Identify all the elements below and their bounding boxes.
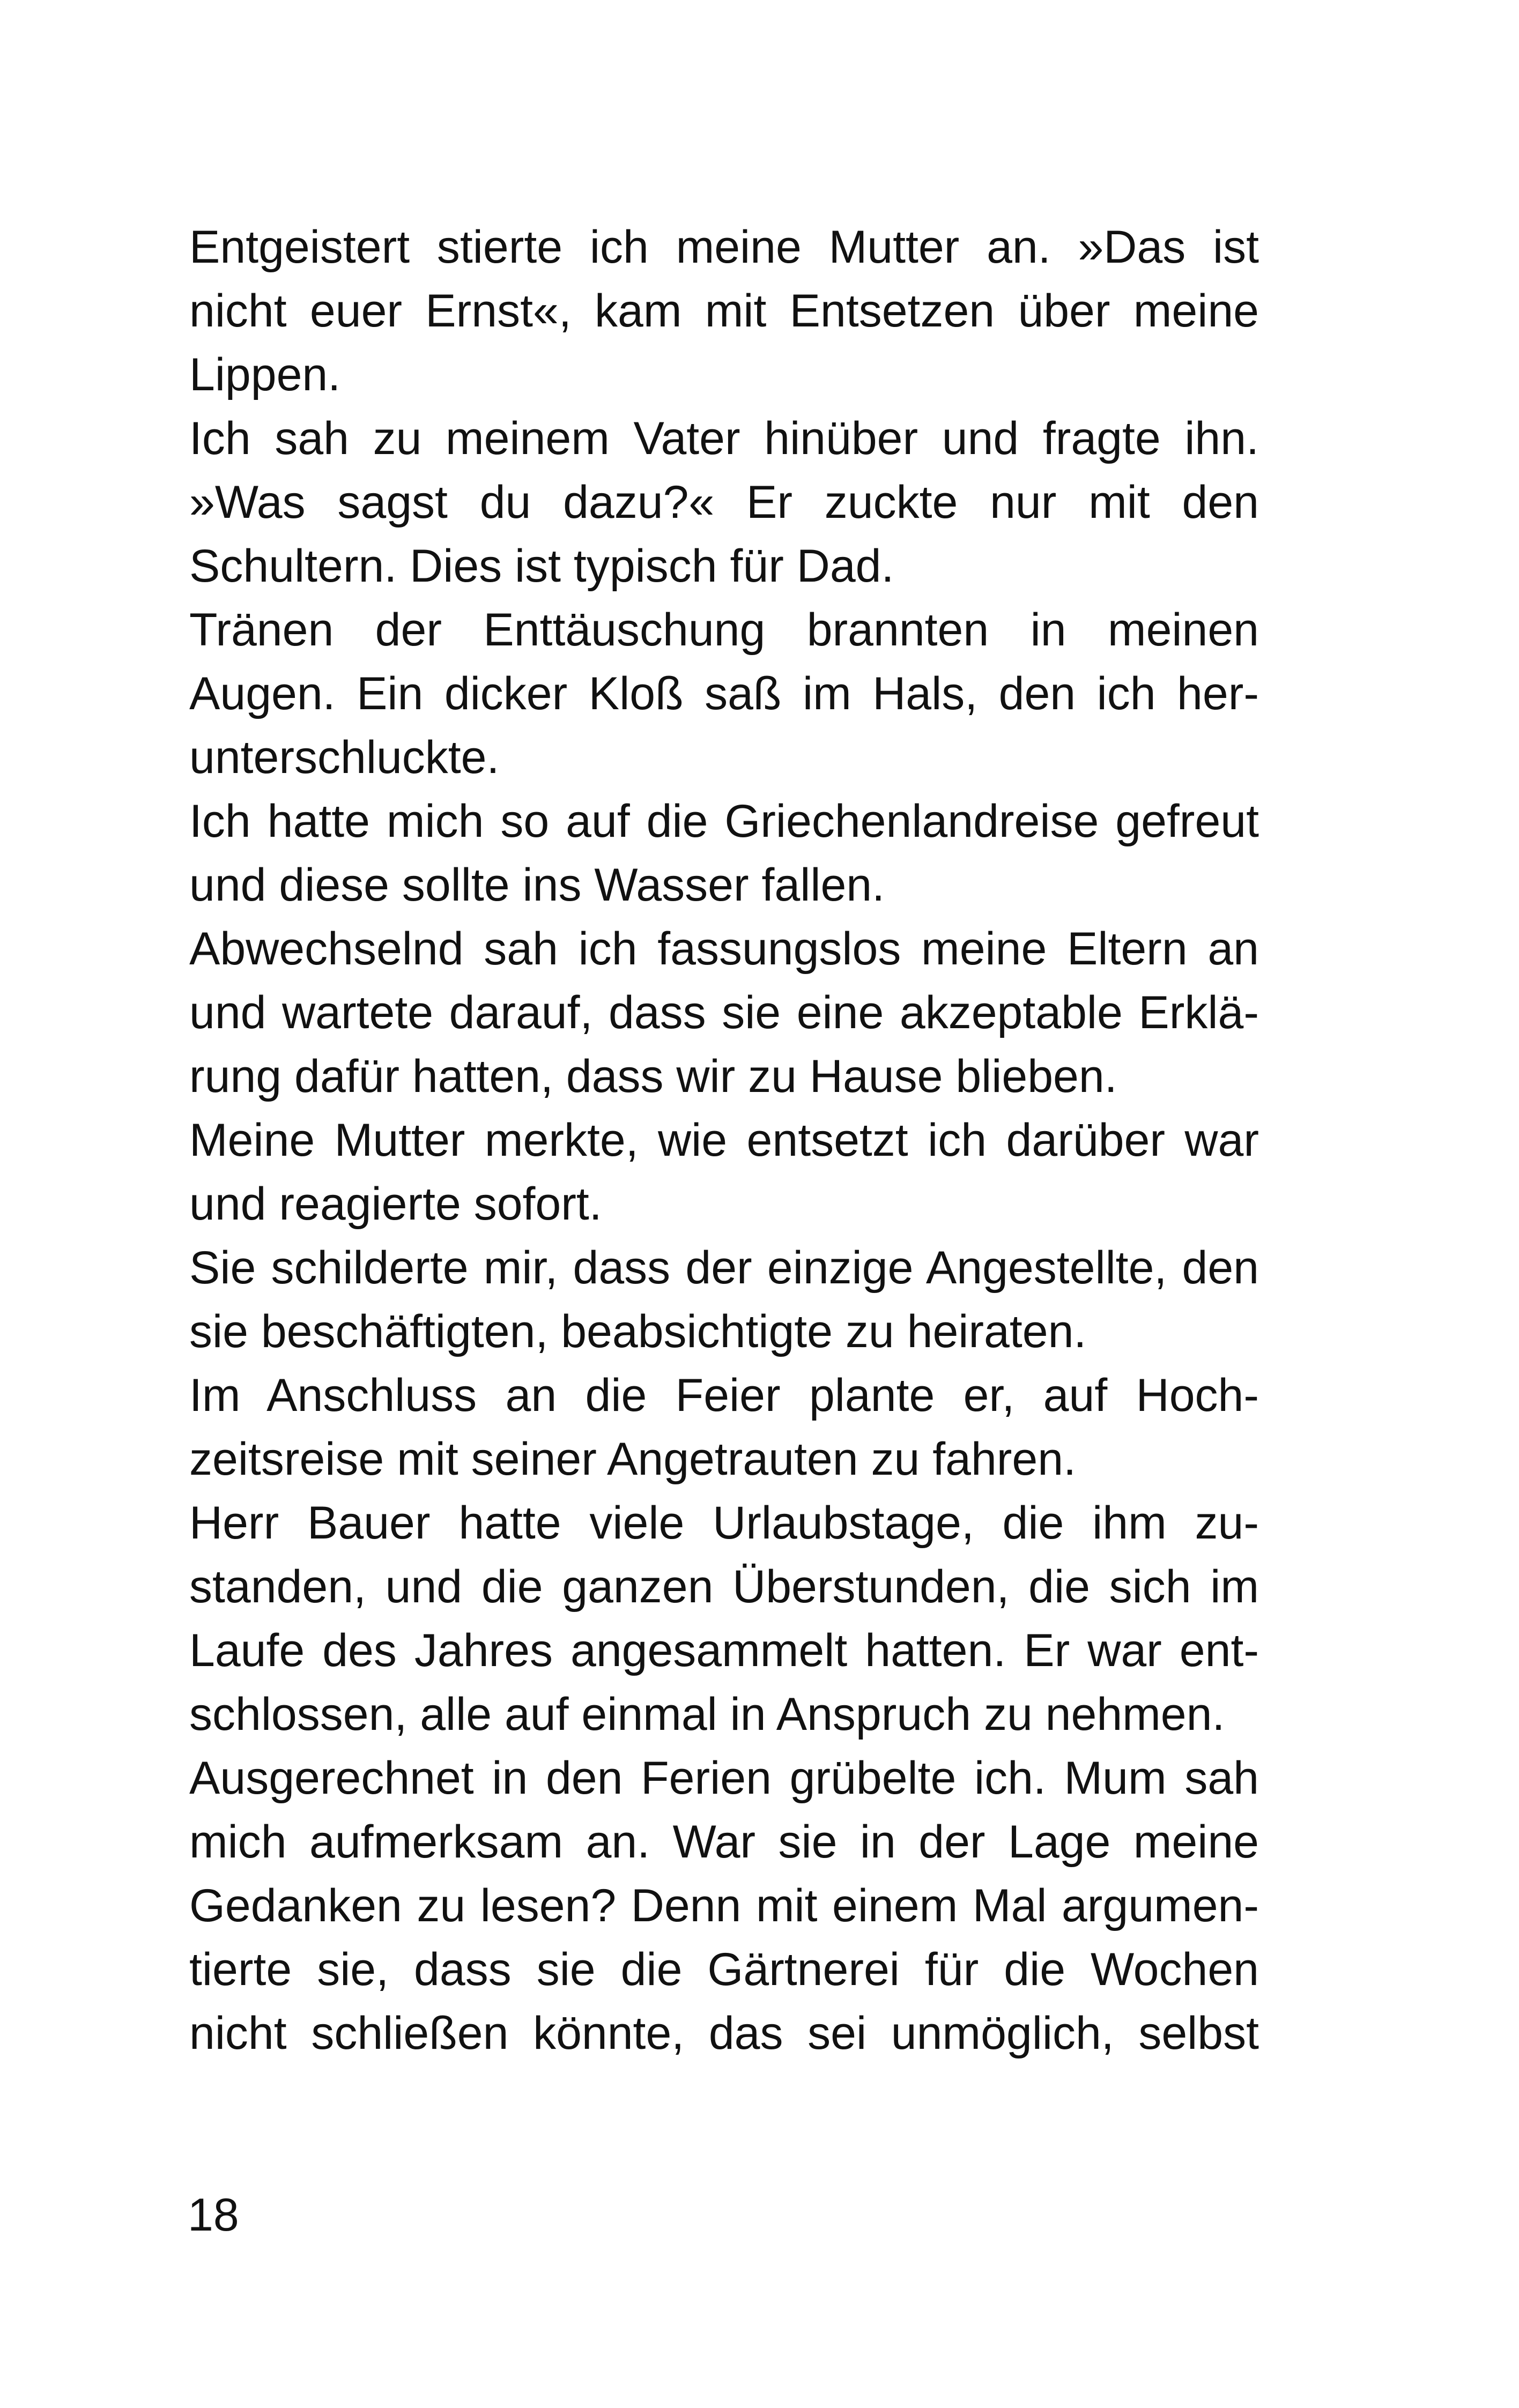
text-line: und reagierte sofort. [189, 1178, 602, 1230]
page-number: 18 [188, 2189, 239, 2241]
text-line: Abwechselnd sah ich fassungslos meine Eltern an [189, 923, 1259, 975]
text-line: nicht schließen könnte, das sei unmöglich, selbst [189, 2008, 1259, 2059]
text-line: und diese sollte ins Wasser fallen. [189, 859, 885, 911]
text-line: unterschluckte. [189, 732, 500, 783]
text-line: zeitsreise mit seiner Angetrauten zu fahren. [189, 1433, 1076, 1485]
text-line: Im Anschluss an die Feier plante er, auf Hoch- [189, 1370, 1259, 1421]
text-line: Gedanken zu lesen? Denn mit einem Mal argumen- [189, 1880, 1259, 1931]
text-line: nicht euer Ernst«, kam mit Entsetzen über meine [189, 285, 1259, 337]
text-line: Lippen. [189, 349, 341, 400]
text-line: Ich hatte mich so auf die Griechenlandreise gefreut [189, 796, 1259, 847]
text-line: Schultern. Dies ist typisch für Dad. [189, 540, 894, 592]
text-line: Herr Bauer hatte viele Urlaubstage, die ihm zu- [189, 1497, 1259, 1549]
text-line: Laufe des Jahres angesammelt hatten. Er war ent- [189, 1625, 1259, 1676]
text-line: sie beschäftigten, beabsichtigte zu heiraten. [189, 1306, 1087, 1357]
text-line: »Was sagst du dazu?« Er zuckte nur mit den [189, 477, 1259, 528]
text-line: Sie schilderte mir, dass der einzige Angestellte, den [189, 1242, 1259, 1294]
text-line: Entgeistert stierte ich meine Mutter an. »Das ist [189, 221, 1259, 273]
text-line: Ich sah zu meinem Vater hinüber und fragte ihn. [189, 413, 1259, 464]
text-line: schlossen, alle auf einmal in Anspruch zu nehmen. [189, 1689, 1225, 1740]
text-line: tierte sie, dass sie die Gärtnerei für die Wochen [189, 1944, 1259, 1995]
text-line: Augen. Ein dicker Kloß saß im Hals, den ich her- [189, 668, 1259, 719]
text-line: Tränen der Enttäuschung brannten in meinen [189, 604, 1259, 656]
text-line: Meine Mutter merkte, wie entsetzt ich darüber war [189, 1114, 1259, 1166]
body-text [189, 215, 1259, 2065]
text-line: Ausgerechnet in den Ferien grübelte ich. Mum sah [189, 1752, 1259, 1804]
text-line: mich aufmerksam an. War sie in der Lage meine [189, 1816, 1259, 1868]
text-line: rung dafür hatten, dass wir zu Hause blieben. [189, 1051, 1117, 1102]
text-line: standen, und die ganzen Überstunden, die sich im [189, 1561, 1259, 1612]
text-line: und wartete darauf, dass sie eine akzeptable Erklä- [189, 987, 1259, 1038]
